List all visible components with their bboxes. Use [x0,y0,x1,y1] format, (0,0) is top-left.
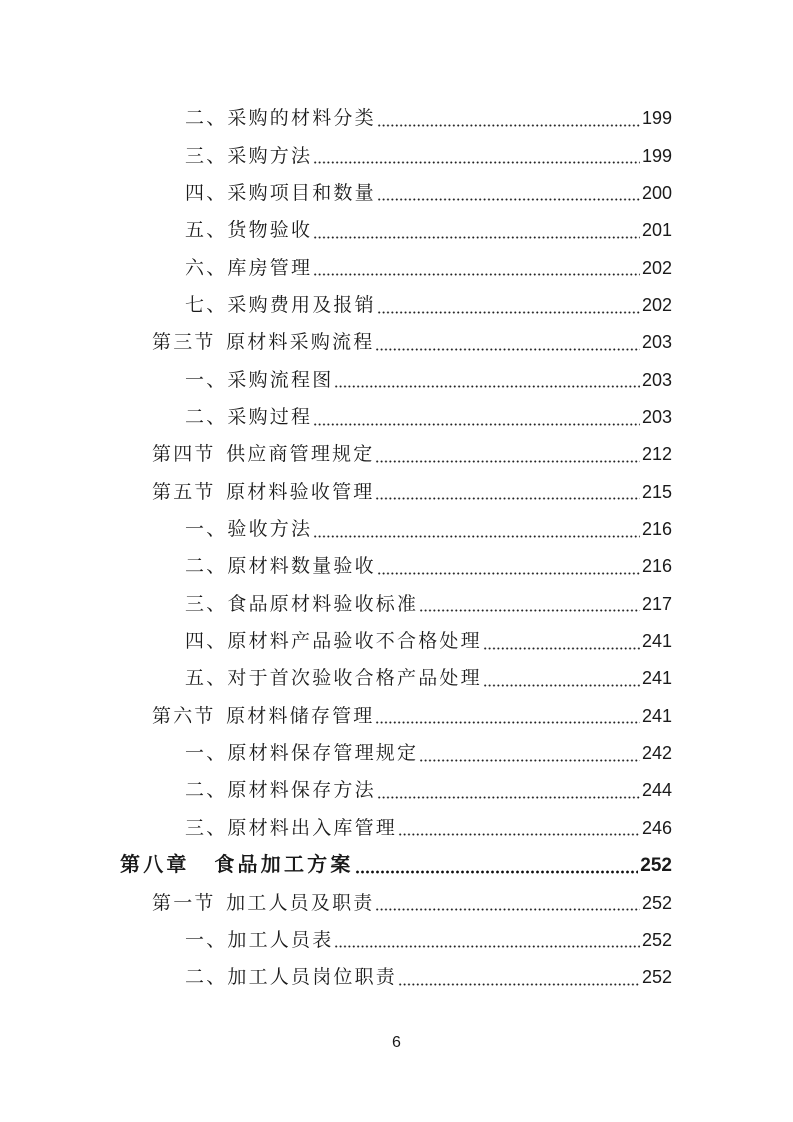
toc-entry-page: 217 [641,593,672,614]
toc-dot-leader [377,772,640,809]
toc-entry-page: 252 [641,892,672,913]
toc-entry-page: 202 [641,257,672,278]
toc-entry-page: 252 [641,967,672,988]
toc-section-entry [0,436,672,473]
toc-entry-title: 第八章 食品加工方案 [120,854,354,877]
toc-dot-leader [377,100,640,137]
toc-dot-leader [419,735,640,772]
toc-dot-leader [334,922,640,959]
toc-entry-title: 第五节 原材料验收管理 [152,481,375,503]
toc-dot-leader [375,885,639,922]
toc-subsection-entry [0,660,672,697]
toc-entry-title: 四、采购项目和数量 [185,182,376,204]
toc-entry-page: 241 [641,631,672,652]
toc-subsection-entry [0,735,672,772]
toc-entry-title: 一、采购流程图 [185,369,334,391]
toc-subsection-entry [0,250,672,287]
toc-dot-leader [355,847,639,884]
toc-dot-leader [377,287,640,324]
toc-section-entry [0,885,672,922]
toc-subsection-entry [0,772,672,809]
toc-dot-leader [483,660,640,697]
toc-subsection-entry [0,922,672,959]
toc-subsection-entry [0,100,672,137]
toc-entry-page: 216 [641,556,672,577]
toc-entry-title: 第一节 加工人员及职责 [152,892,375,914]
toc-dot-leader [375,474,639,511]
toc-entry-title: 一、原材料保存管理规定 [185,743,419,765]
toc-subsection-entry [0,511,672,548]
toc-subsection-entry [0,287,672,324]
toc-entry-page: 203 [641,369,672,390]
toc-subsection-entry [0,810,672,847]
toc-entry-title: 第六节 原材料储存管理 [152,705,375,727]
toc-section-entry [0,698,672,735]
toc-section-entry [0,324,672,361]
toc-entry-page: 241 [641,705,672,726]
toc-entry-page: 242 [641,743,672,764]
toc-dot-leader [313,399,640,436]
toc-dot-leader [375,324,639,361]
toc-entry-title: 二、采购过程 [185,407,313,429]
toc-subsection-entry [0,623,672,660]
toc-entry-page: 203 [641,332,672,353]
toc-subsection-entry [0,362,672,399]
toc-entry-title: 第四节 供应商管理规定 [152,444,375,466]
toc-entry-title: 一、加工人员表 [185,929,334,951]
toc-dot-leader [375,698,639,735]
toc-entry-title: 二、原材料保存方法 [185,780,376,802]
toc-dot-leader [483,623,640,660]
toc-entry-page: 200 [641,182,672,203]
toc-dot-leader [398,959,640,996]
toc-entry-title: 三、采购方法 [185,145,313,167]
toc-entry-page: 252 [641,929,672,950]
toc-entry-page: 246 [641,817,672,838]
page-number: 6 [392,1034,401,1051]
toc-chapter-entry [0,847,672,884]
toc-dot-leader [377,175,640,212]
toc-entry-page: 241 [641,668,672,689]
toc-entry-page: 202 [641,295,672,316]
toc-entry-page: 199 [641,108,672,129]
toc-dot-leader [313,138,640,175]
toc-subsection-entry [0,138,672,175]
toc-entry-title: 二、采购的材料分类 [185,108,376,130]
toc-entry-page: 215 [641,481,672,502]
toc-dot-leader [313,511,640,548]
toc-entry-page: 252 [640,855,672,877]
toc-entry-page: 203 [641,407,672,428]
toc-entry-page: 199 [641,145,672,166]
toc-dot-leader [377,548,640,585]
toc-subsection-entry [0,212,672,249]
toc-entry-title: 五、对于首次验收合格产品处理 [185,668,482,690]
toc-subsection-entry [0,399,672,436]
toc-subsection-entry [0,586,672,623]
toc-entry-title: 一、验收方法 [185,519,313,541]
toc-subsection-entry [0,548,672,585]
toc-subsection-entry [0,175,672,212]
toc-dot-leader [398,810,640,847]
toc-dot-leader [419,586,640,623]
toc-entry-page: 244 [641,780,672,801]
toc-entry-page: 201 [641,220,672,241]
toc-entry-title: 三、原材料出入库管理 [185,817,398,839]
toc-entry-page: 212 [641,444,672,465]
toc-section-entry [0,474,672,511]
toc-dot-leader [313,250,640,287]
toc-entry-title: 三、食品原材料验收标准 [185,593,419,615]
toc-entry-page: 216 [641,519,672,540]
toc-entry-title: 四、原材料产品验收不合格处理 [185,631,482,653]
toc-entry-title: 六、库房管理 [185,257,313,279]
toc-entry-title: 五、货物验收 [185,220,313,242]
toc-dot-leader [334,362,640,399]
toc-entry-title: 二、原材料数量验收 [185,556,376,578]
toc-entry-title: 第三节 原材料采购流程 [152,332,375,354]
toc-dot-leader [313,212,640,249]
toc-entry-title: 七、采购费用及报销 [185,295,376,317]
toc-subsection-entry [0,959,672,996]
table-of-contents [0,100,672,996]
toc-dot-leader [375,436,639,473]
toc-entry-title: 二、加工人员岗位职责 [185,967,398,989]
